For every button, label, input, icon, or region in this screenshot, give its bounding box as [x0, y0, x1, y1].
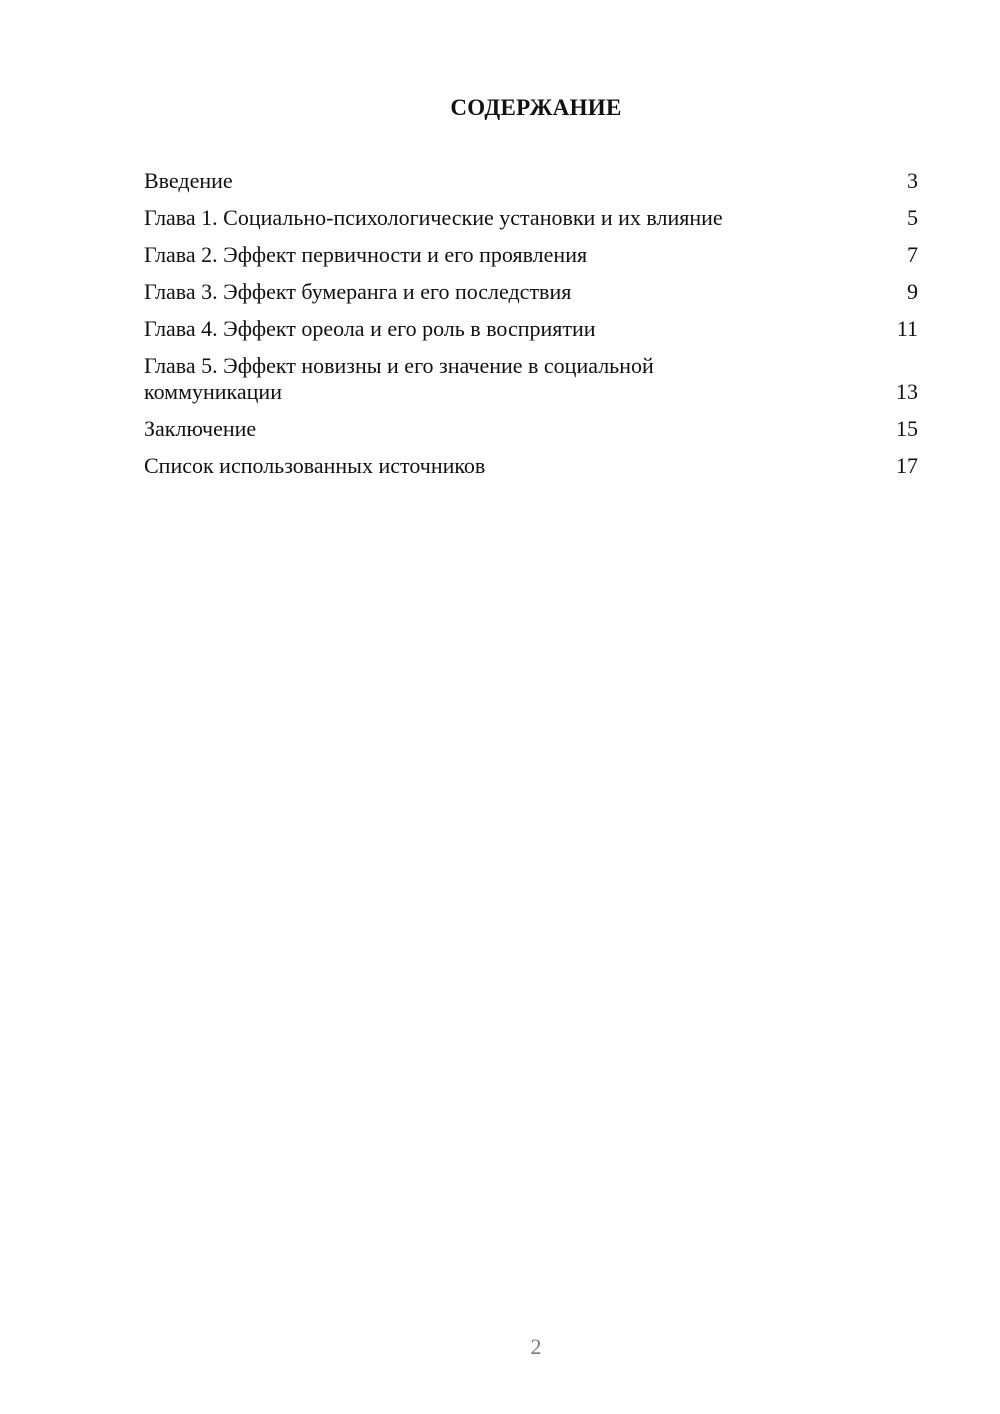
toc-item-introduction — [144, 168, 918, 194]
toc-item-conclusion — [144, 416, 918, 442]
toc-item-page: 13 — [896, 379, 918, 404]
toc-item-label: Введение — [144, 168, 233, 193]
toc-item-references — [144, 453, 918, 479]
toc-item-page: 11 — [896, 316, 918, 341]
toc-item-page: 5 — [907, 205, 918, 230]
toc-item-chapter-3 — [144, 279, 918, 305]
page-number: 2 — [530, 1334, 542, 1359]
toc-item-label: Глава 1. Социально-психологические установки и их влияние — [144, 205, 723, 230]
toc-item-label: Глава 2. Эффект первичности и его проявления — [144, 242, 588, 267]
page-title: СОДЕРЖАНИЕ — [450, 95, 622, 120]
toc-item-label: Заключение — [144, 416, 257, 441]
toc-item-label: Глава 4. Эффект ореола и его роль в восприятии — [144, 316, 596, 341]
toc-item-page: 9 — [907, 279, 918, 304]
toc-item-page: 17 — [896, 453, 918, 478]
toc-item-page: 7 — [907, 242, 918, 267]
toc-item-page: 3 — [907, 168, 918, 193]
table-of-contents — [144, 168, 918, 490]
toc-item-chapter-4 — [144, 316, 918, 342]
toc-item-chapter-1 — [144, 205, 918, 231]
toc-item-label: Глава 5. Эффект новизны и его значение в социальной коммуникации — [144, 353, 654, 404]
toc-item-label: Глава 3. Эффект бумеранга и его последствия — [144, 279, 572, 304]
toc-item-chapter-2 — [144, 242, 918, 268]
toc-item-label: Список использованных источников — [144, 453, 486, 478]
toc-item-page: 15 — [896, 416, 918, 441]
toc-item-chapter-5 — [144, 353, 918, 405]
